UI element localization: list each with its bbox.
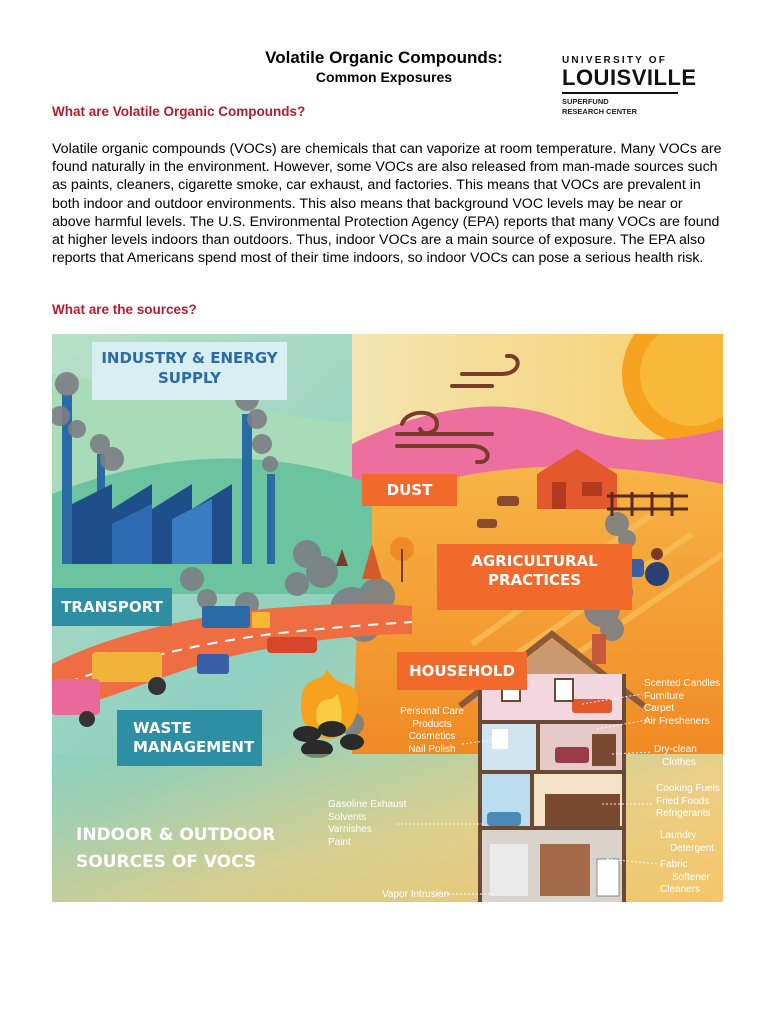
label-household: HOUSEHOLD — [397, 652, 527, 690]
tag-group-kitchen — [656, 783, 720, 821]
tag-personal-care: Personal Care — [400, 706, 464, 717]
university-logo — [562, 55, 697, 117]
tag-cosmetics: Cosmetics — [408, 731, 456, 742]
infographic-title: INDOOR & OUTDOOR SOURCES OF VOCS — [76, 825, 276, 872]
logo-rule — [562, 92, 678, 94]
tag-cleaners: Cleaners — [660, 884, 701, 895]
tag-group-dryclean — [654, 744, 697, 769]
tag-clothes: Clothes — [662, 756, 696, 768]
tag-group-garage — [328, 799, 406, 849]
voc-sources-infographic — [52, 334, 723, 902]
label-dust: DUST — [362, 474, 457, 506]
tag-cooking-fuels: Cooking Fuels — [656, 783, 720, 794]
tag-furniture: Furniture — [644, 690, 685, 702]
page-subtitle: Common Exposures — [315, 69, 453, 85]
tag-refrigerants: Refrigerants — [656, 808, 711, 819]
tag-gasoline-exhaust: Gasoline Exhaust — [328, 799, 407, 810]
tag-vapor-intrusion: Vapor Intrusion — [382, 889, 450, 900]
page-title: Volatile Organic Compounds: — [265, 48, 503, 67]
tag-fried-foods: Fried Foods — [656, 795, 710, 807]
label-waste-management: WASTE MANAGEMENT — [117, 710, 262, 766]
tag-products: Products — [412, 718, 452, 730]
logo-superfund: SUPERFUND — [562, 97, 609, 106]
tag-fabric: Fabric — [660, 859, 688, 870]
car-icon — [487, 812, 521, 826]
tag-carpet: Carpet — [644, 703, 675, 714]
label-industry-energy: INDUSTRY & ENERGY SUPPLY — [92, 342, 287, 400]
section-heading-what-are-vocs: What are Volatile Organic Compounds? — [52, 104, 306, 119]
section-heading-sources: What are the sources? — [52, 302, 197, 317]
tag-group-fabric — [660, 859, 710, 897]
label-agricultural-practices: AGRICULTURAL PRACTICES — [437, 544, 632, 610]
tag-scented-candles: Scented Candles — [644, 678, 721, 689]
tag-varnishes: Varnishes — [328, 824, 372, 835]
tag-laundry: Laundry — [660, 830, 697, 841]
logo-research-center: RESEARCH CENTER — [562, 107, 638, 116]
logo-louisville: LOUISVILLE — [562, 65, 697, 90]
tag-dry-clean: Dry-clean — [654, 744, 697, 755]
tag-paint: Paint — [328, 836, 351, 848]
tag-air-fresheners: Air Fresheners — [644, 715, 710, 727]
intro-paragraph: Volatile organic compounds (VOCs) are chemicals that can vaporize at room temperature. Many VOCs are found naturally in the environment. However, some VOCs are also released from man-made sources such as paints, cleaners, cigarette smoke, car exhaust, and factories. This means that VOCs are prevalent in both indoor and outdoor environments. This also means that background VOC levels may be near or above harmful levels. The U.S. Environmental Protection Agency (EPA) reports that many VOCs are found at higher levels indoors than outdoors. Thus, indoor VOCs are a main source of exposure. The EPA also reports that Americans spend most of their time indoors, so indoor VOCs can pose a serious health risk. — [52, 141, 722, 267]
tag-softener: Softener — [672, 871, 710, 883]
tag-group-laundry — [660, 830, 714, 855]
label-transport: TRANSPORT — [52, 588, 172, 626]
logo-university-of: UNIVERSITY OF — [562, 55, 668, 66]
tag-nail-polish: Nail Polish — [408, 743, 456, 755]
tag-detergent: Detergent — [670, 842, 714, 854]
tag-group-living-room — [644, 678, 720, 728]
tag-group-personal-care — [400, 706, 464, 756]
tag-solvents: Solvents — [328, 811, 367, 823]
